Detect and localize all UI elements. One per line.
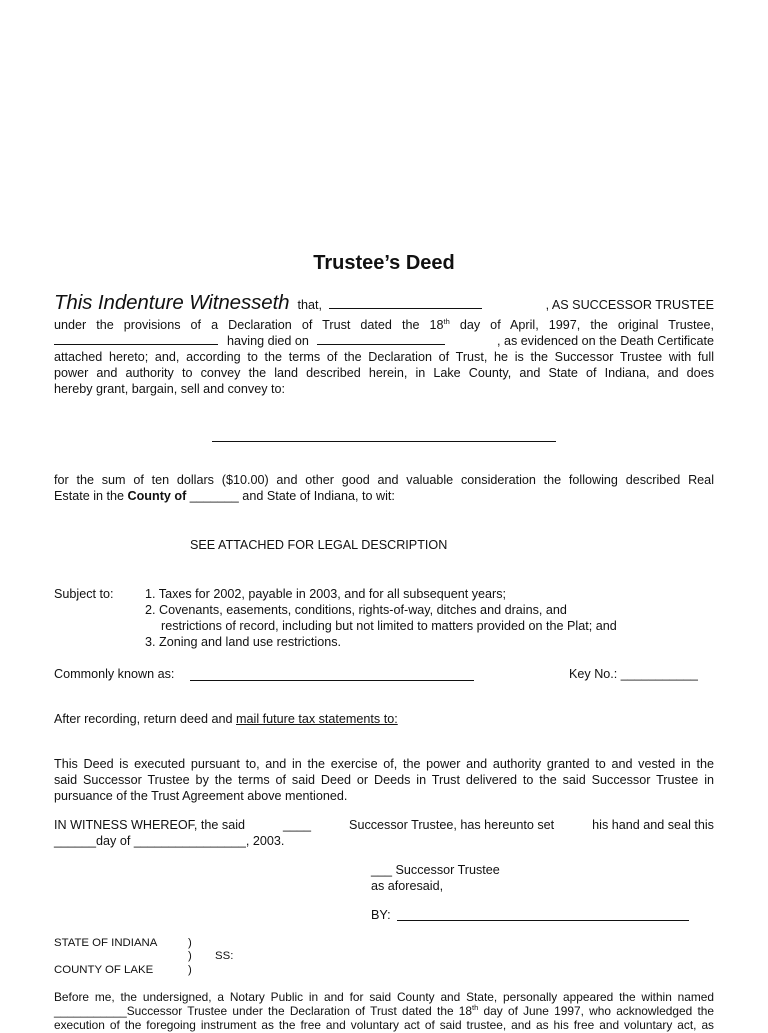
signature-role-line bbox=[371, 862, 500, 878]
intro-l2-b: day of April, 1997, the original Trustee, bbox=[459, 318, 714, 332]
venue-paren-2: ) bbox=[188, 950, 192, 962]
intro-line-2 bbox=[54, 317, 714, 333]
signature-as-aforesaid: as aforesaid, bbox=[371, 879, 444, 893]
subject-item-3: 3. Zoning and land use restrictions. bbox=[145, 635, 342, 649]
commonly-known-label: Commonly known as: bbox=[54, 667, 175, 681]
key-no-line bbox=[569, 666, 698, 682]
signature-by-line bbox=[397, 920, 689, 921]
executed-line-1: This Deed is executed pursuant to, and in the exercise of, the power and authority granted to and vested in the bbox=[54, 757, 714, 771]
after-recording-line bbox=[54, 711, 398, 727]
subject-item-2-continued: restrictions of record, including but not limited to matters provided on the Plat; and bbox=[161, 619, 617, 633]
intro-line-5: power and authority to convey the land described herein, in Lake County, and State of Indiana, and does bbox=[54, 366, 714, 380]
county-of-bold: County of bbox=[127, 489, 187, 503]
witness-l1-b: Successor Trustee, has hereunto set bbox=[349, 818, 555, 832]
key-no-label: Key No.: bbox=[569, 667, 618, 681]
notary-l2-sup: th bbox=[472, 1003, 479, 1012]
venue-paren-3: ) bbox=[188, 964, 192, 976]
intro-successor-trustee: , AS SUCCESSOR TRUSTEE bbox=[545, 298, 714, 312]
indenture-heading: This Indenture Witnesseth bbox=[54, 291, 290, 314]
successor-trustee-blank bbox=[329, 297, 482, 309]
venue-ss: SS: bbox=[215, 950, 234, 962]
after-recording-text: After recording, return deed and bbox=[54, 712, 233, 726]
consideration-line-2 bbox=[54, 488, 714, 504]
witness-line-2: ______day of ________________, 2003. bbox=[54, 834, 285, 848]
legal-description-note: SEE ATTACHED FOR LEGAL DESCRIPTION bbox=[190, 538, 448, 552]
notary-line-3: execution of the foregoing instrument as the free and voluntary act of said trustee, and as his free and voluntary act, as bbox=[54, 1018, 714, 1032]
key-no-blank: ___________ bbox=[620, 667, 698, 681]
notary-line-1: Before me, the undersigned, a Notary Public in and for said County and State, personally appeared the within named bbox=[54, 990, 714, 1004]
consideration-line-1: for the sum of ten dollars ($10.00) and other good and valuable consideration the following described Real bbox=[54, 473, 714, 487]
witness-l1-c: his hand and seal this bbox=[592, 818, 714, 832]
notary-l2-b: day of June 1997, who acknowledged the bbox=[483, 1004, 714, 1018]
intro-l2-a: under the provisions of a Declaration of Trust dated the 18 bbox=[54, 318, 444, 332]
intro-that: that, bbox=[297, 298, 322, 312]
mail-tax-statements-text: mail future tax statements to: bbox=[236, 712, 398, 726]
subject-to-label: Subject to: bbox=[54, 587, 114, 601]
intro-l3-a: having died on bbox=[227, 334, 309, 348]
signature-role: Successor Trustee bbox=[395, 863, 500, 877]
witness-l1-blank: ____ bbox=[283, 818, 312, 832]
venue-paren-1: ) bbox=[188, 937, 192, 949]
notary-line-2 bbox=[54, 1004, 714, 1019]
intro-line-1 bbox=[54, 291, 714, 319]
intro-line-6: hereby grant, bargain, sell and convey to: bbox=[54, 382, 286, 396]
grantee-line bbox=[212, 441, 556, 442]
date-of-death-blank bbox=[317, 333, 445, 345]
consideration-l2-b: _______ and State of Indiana, to wit: bbox=[189, 489, 395, 503]
document-title: Trustee’s Deed bbox=[313, 252, 455, 274]
intro-line-4: attached hereto; and, according to the terms of the Declaration of Trust, he is the Successor Trustee with full bbox=[54, 350, 714, 364]
venue-state: STATE OF INDIANA bbox=[54, 937, 158, 949]
witness-l1-a: IN WITNESS WHEREOF, the said bbox=[54, 818, 246, 832]
executed-line-3: pursuance of the Trust Agreement above mentioned. bbox=[54, 789, 348, 803]
notary-l2-a: ___________Successor Trustee under the Declaration of Trust dated the 18 bbox=[54, 1004, 473, 1018]
intro-line-3 bbox=[54, 333, 714, 349]
commonly-known-blank bbox=[190, 680, 474, 681]
witness-line-1 bbox=[54, 817, 714, 833]
venue-county: COUNTY OF LAKE bbox=[54, 964, 154, 976]
intro-l2-sup: th bbox=[443, 317, 450, 326]
subject-item-1: 1. Taxes for 2002, payable in 2003, and for all subsequent years; bbox=[145, 587, 507, 601]
executed-line-2: said Successor Trustee by the terms of said Deed or Deeds in Trust delivered to the said Successor Trustee in bbox=[54, 773, 714, 787]
original-trustee-blank bbox=[54, 333, 218, 345]
intro-l3-b: , as evidenced on the Death Certificate bbox=[496, 334, 714, 348]
signature-by-label: BY: bbox=[371, 908, 391, 922]
signature-blank: ___ bbox=[371, 863, 393, 877]
subject-item-2: 2. Covenants, easements, conditions, rights-of-way, ditches and drains, and bbox=[145, 603, 567, 617]
consideration-l2-a: Estate in the bbox=[54, 489, 125, 503]
